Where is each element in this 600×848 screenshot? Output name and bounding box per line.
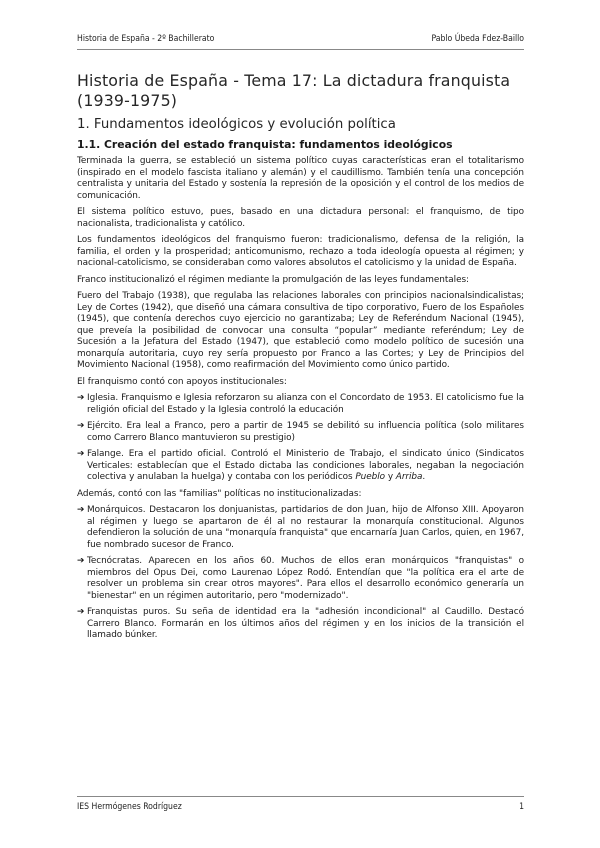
subsection-heading: 1.1. Creación del estado franquista: fundamentos ideológicos [77, 138, 453, 151]
page-header [77, 34, 524, 48]
right-arrow-icon: ➔ [77, 607, 85, 617]
paragraph-laws: Fuero del Trabajo (1938), que regulaba las relaciones laborales con principios nacionalsindicalistas; Ley de Cortes (1942), que diseñó una cámara consultiva de tipo corporativo, Fuero de los Españoles (1945), que contenía derechos cuyo ejercicio no garantizaba; Ley de Referéndum Nacional (1945), que preveía la posibilidad de convocar una consulta “popular” mediante referéndum; Ley de Sucesión a la Jefatura del Estado (1947), que estableció como modelo político de sucesión una monarquía autoritaria, cuyo rey sería propuesto por Franco a las Cortes; y Ley de Principios del Movimiento Nacional (1958), como reafirmación del Movimiento como único partido. [77, 291, 524, 370]
section-heading: 1. Fundamentos ideológicos y evolución política [77, 117, 396, 132]
right-arrow-icon: ➔ [77, 393, 85, 403]
paragraph: El sistema político estuvo, pues, basado en una dictadura personal: el franquismo, de tipo nacionalista, tradicionalista y católico. [77, 207, 524, 229]
page-number: 1 [519, 802, 524, 812]
document-body [77, 71, 524, 647]
footer-rule [77, 796, 524, 797]
list-item-text: Tecnócratas. Aparecen en los años 60. Muchos de ellos eran monárquicos "franquistas" o miembros del Opus Dei, como Laurenao López Rodó. Entendían que "la política era el arte de resolver un problema sin crear otros mayores". Para ellos el desarrollo económico generaría un "bienestar" en un régimen autoritario, pero "modernizado". [87, 556, 524, 601]
newspaper-pueblo: Pueblo [355, 472, 386, 482]
list-item-text: Ejército. Era leal a Franco, pero a partir de 1945 se debilitó su influencia política (solo militares como Carrero Blanco mantuvieron su prestigio) [87, 421, 524, 443]
conjunction: y [385, 472, 396, 482]
header-course: Historia de España - 2º Bachillerato [77, 34, 215, 44]
list-item [77, 556, 524, 602]
paragraph: Los fundamentos ideológicos del franquismo fueron: tradicionalismo, defensa de la religión, la familia, el orden y la prosperidad; anticomunismo, rechazo a toda ideología opuesta al régimen; y nacional-catolicismo, se consideraban como valores absolutos el catolicismo y la unidad de España. [77, 235, 524, 268]
footer-school: IES Hermógenes Rodríguez [77, 802, 182, 812]
right-arrow-icon: ➔ [77, 449, 85, 459]
header-rule [77, 49, 524, 50]
list-item-text [87, 449, 524, 482]
list-item-text: Franquistas puros. Su seña de identidad era la "adhesión incondicional" al Caudillo. Destacó Carrero Blanco. Formarán en los últimos años del régimen y en los inicios de la transición el llamado búnker. [87, 607, 524, 640]
newspaper-arriba: Arriba [395, 472, 423, 482]
period: . [422, 472, 426, 482]
document-title: Historia de España - Tema 17: La dictadura franquista (1939-1975) [77, 71, 511, 110]
list-item [77, 421, 524, 444]
institutional-supports-list [77, 393, 524, 484]
list-item-text: Monárquicos. Destacaron los donjuanistas, partidarios de don Juan, hijo de Alfonso XIII. Apoyaron al régimen y luego se apartaron de él al no restaurar la monarquía constitucional. Algunos defendieron la solución de una "monarquía franquista" que encarnaría Juan Carlos, quien, en 1967, fue nombrado sucesor de Franco. [87, 505, 524, 550]
header-author: Pablo Úbeda Fdez-Baillo [431, 34, 524, 44]
political-families-list [77, 505, 524, 642]
list-item [77, 393, 524, 416]
right-arrow-icon: ➔ [77, 505, 85, 515]
list-item [77, 505, 524, 551]
list-item-text: Iglesia. Franquismo e Iglesia reforzaron su alianza con el Concordato de 1953. El catolicismo fue la religión oficial del Estado y la Iglesia controló la educación [87, 393, 524, 415]
list-item [77, 607, 524, 642]
families-intro: Además, contó con las "familias" políticas no institucionalizadas: [77, 488, 362, 499]
paragraph: El franquismo contó con apoyos institucionales: [77, 376, 287, 387]
paragraph: Terminada la guerra, se estableció un sistema político cuyas características eran el totalitarismo (inspirado en el modelo fascista italiano y alemán) y el caudillismo. También tenía una concepción centralista y unitaria del Estado y sostenía la represión de la oposición y el control de los medios de comunicación. [77, 156, 524, 201]
right-arrow-icon: ➔ [77, 556, 85, 566]
list-item [77, 449, 524, 484]
paragraph: Franco institucionalizó el régimen mediante la promulgación de las leyes fundamentales: [77, 274, 469, 285]
falange-text: Falange. Era el partido oficial. Controló el Ministerio de Trabajo, el sindicato único (Sindicatos Verticales: establecían que el Estado dictaba las condiciones laborales, negaban la negociación colectiva y anulaban la huelga) y contaba con los periódicos [87, 449, 524, 482]
right-arrow-icon: ➔ [77, 421, 85, 431]
